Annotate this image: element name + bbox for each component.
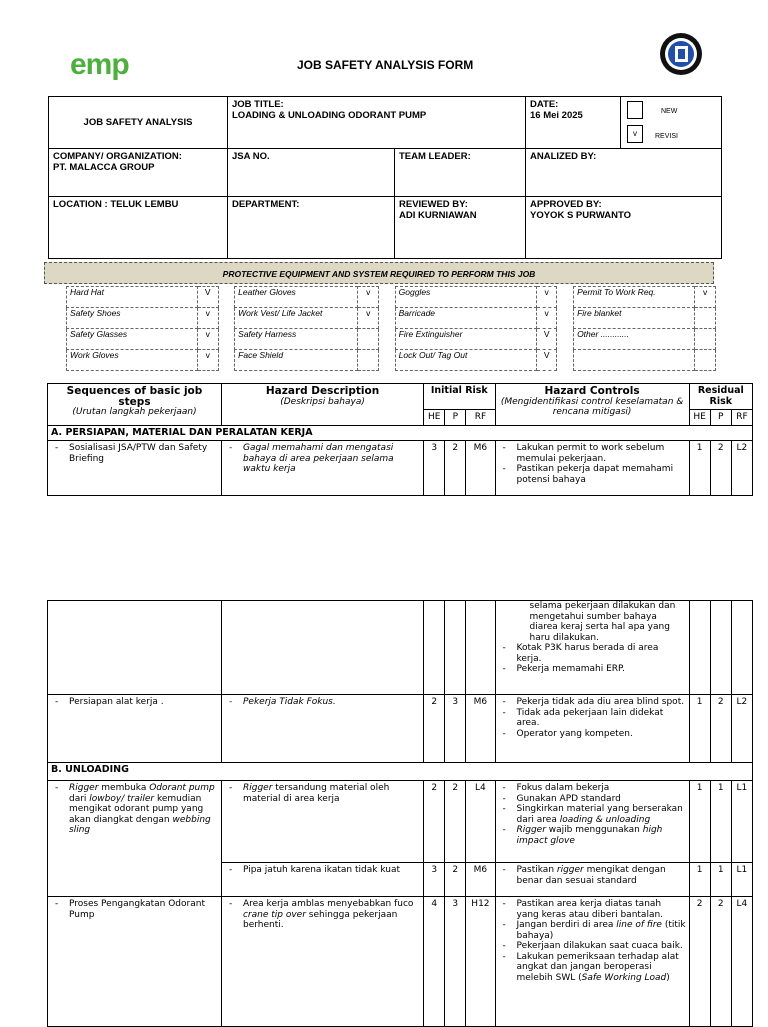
- control-item: - Lakukan pemeriksaan terhadap alat angkat dan jangan beroperasi melebih SWL (Safe Working Load): [499, 952, 686, 984]
- rrf-value: L4: [731, 897, 752, 1027]
- hazard-cell: [221, 695, 423, 763]
- rhe-value: 1: [689, 695, 710, 763]
- ppe-item-name: Face Shield: [235, 350, 358, 371]
- ppe-item-check[interactable]: [695, 329, 716, 350]
- control-item: selama pekerjaan dilakukan dan mengetahui sumber bahaya diarea keraj serta hal apa yang haru dilakukan.: [529, 601, 676, 643]
- date-value: 16 Mei 2025: [530, 110, 583, 121]
- ppe-item-name: Fire Extinguisher: [395, 329, 536, 350]
- hazard-cell: [221, 863, 423, 897]
- control-item: - Pastikan area kerja diatas tanah yang keras atau diberi bantalan.: [499, 899, 686, 920]
- control-item: - Jangan berdiri di area line of fire (titik bahaya): [499, 920, 686, 941]
- col-controls-label: Hazard Controls: [544, 385, 640, 397]
- col-controls-sub: (Mengidentifikasi control keselamatan & rencana mitigasi): [500, 396, 684, 417]
- ppe-gap: [557, 287, 574, 308]
- step-text: - Rigger membuka Odorant pump dari lowboy/ trailer kemudian mengikat odorant pump yang akan diangkat dengan webbing sling: [51, 783, 218, 836]
- jsa-table-page2: [47, 600, 753, 1027]
- col-residual-risk: Residual Risk: [689, 384, 752, 410]
- rrf-value: L1: [731, 781, 752, 863]
- rf-value: M6: [466, 441, 495, 496]
- he-value: 2: [424, 695, 445, 763]
- ppe-row: [67, 287, 716, 308]
- rhe-value: [689, 601, 710, 695]
- jsa-no-cell: JSA NO.: [228, 149, 395, 197]
- ppe-item-name: Permit To Work Req.: [574, 287, 695, 308]
- job-info-table: [48, 96, 722, 259]
- ppe-gap: [218, 308, 235, 329]
- rf-value: H12: [466, 897, 495, 1027]
- ppe-gap: [557, 350, 574, 371]
- ppe-gap: [379, 287, 396, 308]
- ppe-item-check[interactable]: [695, 350, 716, 371]
- p-value: 3: [445, 695, 466, 763]
- revisi-checkbox[interactable]: v: [627, 125, 643, 143]
- company-seal-icon: [659, 32, 703, 76]
- reviewed-value: ADI KURNIAWAN: [399, 210, 477, 221]
- section-a: A. PERSIAPAN, MATERIAL DAN PERALATAN KERJA: [48, 425, 753, 441]
- he-value: 2: [424, 781, 445, 863]
- control-item: - Lakukan permit to work sebelum memulai pekerjaan.: [499, 443, 686, 464]
- ppe-item-check[interactable]: V: [536, 329, 557, 350]
- rp-value: 1: [710, 781, 731, 863]
- rf-value: M6: [466, 863, 495, 897]
- approved-cell: [526, 197, 722, 259]
- step-cell: [48, 601, 222, 695]
- emp-logo: emp: [70, 48, 129, 81]
- ppe-row: [67, 350, 716, 371]
- department-cell: DEPARTMENT:: [228, 197, 395, 259]
- ppe-item-check[interactable]: v: [358, 308, 379, 329]
- new-checkbox[interactable]: [627, 101, 643, 119]
- he-value: 3: [424, 441, 445, 496]
- p-value: 2: [445, 863, 466, 897]
- rhe-value: 1: [689, 781, 710, 863]
- rp-value: 1: [710, 863, 731, 897]
- hazard-cell: [221, 897, 423, 1027]
- controls-cell: [495, 601, 689, 695]
- ppe-item-name: Leather Gloves: [235, 287, 358, 308]
- control-item: - Pastikan rigger mengikat dengan benar dan sesuai standard: [499, 865, 686, 886]
- ppe-row: [67, 308, 716, 329]
- date-cell: [526, 97, 621, 149]
- controls-cell: [495, 781, 689, 863]
- rf-value: [466, 601, 495, 695]
- revisi-label: REVISI: [655, 133, 678, 140]
- ppe-item-name: Safety Harness: [235, 329, 358, 350]
- rp-value: [710, 601, 731, 695]
- p-value: 2: [445, 441, 466, 496]
- ppe-gap: [557, 308, 574, 329]
- ppe-item-check[interactable]: v: [197, 350, 218, 371]
- he-value: [424, 601, 445, 695]
- section-b: B. UNLOADING: [48, 763, 753, 781]
- job-title-label: JOB TITLE:: [232, 99, 284, 110]
- analized-cell: ANALIZED BY:: [526, 149, 722, 197]
- step-cell: [48, 781, 222, 897]
- he-value: 4: [424, 897, 445, 1027]
- ppe-item-check[interactable]: [358, 350, 379, 371]
- ppe-gap: [218, 287, 235, 308]
- rrf-value: L2: [731, 695, 752, 763]
- ppe-item-check[interactable]: [358, 329, 379, 350]
- job-title-cell: [228, 97, 526, 149]
- ppe-gap: [218, 350, 235, 371]
- ppe-item-name: Other ............: [574, 329, 695, 350]
- control-item: - Operator yang kompeten.: [499, 729, 686, 740]
- ppe-item-name: [574, 350, 695, 371]
- hazard-text: - Area kerja amblas menyebabkan fuco crane tip over sehingga pekerjaan berhenti.: [225, 899, 420, 931]
- rp-value: 2: [710, 695, 731, 763]
- col-initial-risk: Initial Risk: [424, 384, 495, 410]
- col-steps-label: Sequences of basic job steps: [66, 385, 203, 408]
- step-text: - Proses Pengangkatan Odorant Pump: [51, 899, 218, 920]
- ppe-row: [67, 329, 716, 350]
- rrf-value: [731, 601, 752, 695]
- ppe-gap: [379, 308, 396, 329]
- control-item: - Pekerjaan dilakukan saat cuaca baik.: [499, 941, 686, 952]
- ppe-item-check[interactable]: v: [695, 287, 716, 308]
- jsa-label: JOB SAFETY ANALYSIS: [49, 97, 228, 149]
- controls-cell: [495, 863, 689, 897]
- col-steps: [48, 384, 222, 426]
- step-cell: [48, 897, 222, 1027]
- ppe-item-name: Lock Out/ Tag Out: [395, 350, 536, 371]
- control-item: - Kotak P3K harus berada di area kerja.: [499, 643, 686, 664]
- hazard-cell: [221, 781, 423, 863]
- rf-value: L4: [466, 781, 495, 863]
- team-leader-cell: TEAM LEADER:: [395, 149, 526, 197]
- location-cell: LOCATION : TELUK LEMBU: [49, 197, 228, 259]
- company-label: COMPANY/ ORGANIZATION:: [53, 151, 182, 162]
- ppe-item-name: Goggles: [395, 287, 536, 308]
- ppe-item-name: Safety Shoes: [67, 308, 198, 329]
- p-value: 3: [445, 897, 466, 1027]
- revision-cell: [621, 97, 722, 149]
- col-rf: RF: [466, 410, 495, 426]
- he-value: 3: [424, 863, 445, 897]
- ppe-item-check[interactable]: V: [536, 350, 557, 371]
- ppe-gap: [379, 350, 396, 371]
- hazard-cell: [221, 601, 423, 695]
- new-label: NEW: [661, 108, 678, 115]
- controls-cell: [495, 441, 689, 496]
- approved-value: YOYOK S PURWANTO: [530, 210, 631, 221]
- col-steps-sub: (Urutan langkah pekerjaan): [72, 407, 197, 417]
- ppe-item-name: Barricade: [395, 308, 536, 329]
- ppe-gap: [379, 329, 396, 350]
- approved-label: APPROVED BY:: [530, 199, 602, 210]
- rhe-value: 2: [689, 897, 710, 1027]
- hazard-text: - Rigger tersandung material oleh material di area kerja: [225, 783, 420, 804]
- control-item: - Gunakan APD standard: [499, 794, 686, 805]
- col-he: HE: [424, 410, 445, 426]
- rhe-value: 1: [689, 441, 710, 496]
- ppe-item-check[interactable]: v: [536, 308, 557, 329]
- rhe-value: 1: [689, 863, 710, 897]
- control-item: - Singkirkan material yang berserakan dari area loading & unloading: [499, 804, 686, 825]
- ppe-gap: [557, 329, 574, 350]
- ppe-item-check[interactable]: v: [197, 308, 218, 329]
- control-item: - Tidak ada pekerjaan lain didekat area.: [499, 708, 686, 729]
- p-value: 2: [445, 781, 466, 863]
- col-hazard-sub: (Deskripsi bahaya): [280, 396, 365, 407]
- controls-cell: [495, 695, 689, 763]
- reviewed-cell: [395, 197, 526, 259]
- control-item: - Pekerja tidak ada diu area blind spot.: [499, 697, 686, 708]
- step-text: - Sosialisasi JSA/PTW dan Safety Briefing: [51, 443, 218, 464]
- step-cell: [48, 695, 222, 763]
- control-item: - Rigger wajib menggunakan high impact glove: [499, 825, 686, 846]
- col-rrf: RF: [731, 410, 752, 426]
- date-label: DATE:: [530, 99, 559, 110]
- form-title: JOB SAFETY ANALYSIS FORM: [297, 58, 474, 72]
- hazard-text: - Pekerja Tidak Fokus.: [225, 697, 420, 708]
- controls-cell: [495, 897, 689, 1027]
- ppe-item-check[interactable]: v: [358, 287, 379, 308]
- hazard-text: - Gagal memahami dan mengatasi bahaya di area pekerjaan selama waktu kerja: [225, 443, 420, 475]
- jsa-table-page1: [47, 383, 753, 496]
- ppe-gap: [218, 329, 235, 350]
- hazard-cell: [221, 441, 423, 496]
- ppe-title: PROTECTIVE EQUIPMENT AND SYSTEM REQUIRED TO PERFORM THIS JOB: [44, 262, 714, 284]
- ppe-item-name: Work Vest/ Life Jacket: [235, 308, 358, 329]
- step-text: - Persiapan alat kerja .: [51, 697, 218, 708]
- ppe-table: [66, 286, 716, 371]
- col-hazard-label: Hazard Description: [265, 385, 380, 397]
- step-cell: [48, 441, 222, 496]
- company-cell: [49, 149, 228, 197]
- control-item: - Pekerja memamahi ERP.: [499, 664, 686, 675]
- control-item: - Pastikan pekerja dapat memahami potensi bahaya: [499, 464, 686, 485]
- company-value: PT. MALACCA GROUP: [53, 162, 155, 173]
- rp-value: 2: [710, 897, 731, 1027]
- ppe-item-check[interactable]: v: [197, 329, 218, 350]
- ppe-item-name: Hard Hat: [67, 287, 198, 308]
- col-controls: [495, 384, 689, 426]
- col-hazard: [221, 384, 423, 426]
- hazard-text: - Pipa jatuh karena ikatan tidak kuat: [225, 865, 420, 876]
- p-value: [445, 601, 466, 695]
- col-rhe: HE: [689, 410, 710, 426]
- ppe-item-check[interactable]: v: [536, 287, 557, 308]
- col-rp: P: [710, 410, 731, 426]
- col-p: P: [445, 410, 466, 426]
- ppe-item-name: Safety Glasses: [67, 329, 198, 350]
- reviewed-label: REVIEWED BY:: [399, 199, 468, 210]
- ppe-item-check[interactable]: [695, 308, 716, 329]
- ppe-item-name: Work Gloves: [67, 350, 198, 371]
- control-item: - Fokus dalam bekerja: [499, 783, 686, 794]
- rp-value: 2: [710, 441, 731, 496]
- rrf-value: L2: [731, 441, 752, 496]
- rrf-value: L1: [731, 863, 752, 897]
- ppe-item-check[interactable]: V: [197, 287, 218, 308]
- job-title-value: LOADING & UNLOADING ODORANT PUMP: [232, 110, 427, 121]
- ppe-item-name: Fire blanket: [574, 308, 695, 329]
- rf-value: M6: [466, 695, 495, 763]
